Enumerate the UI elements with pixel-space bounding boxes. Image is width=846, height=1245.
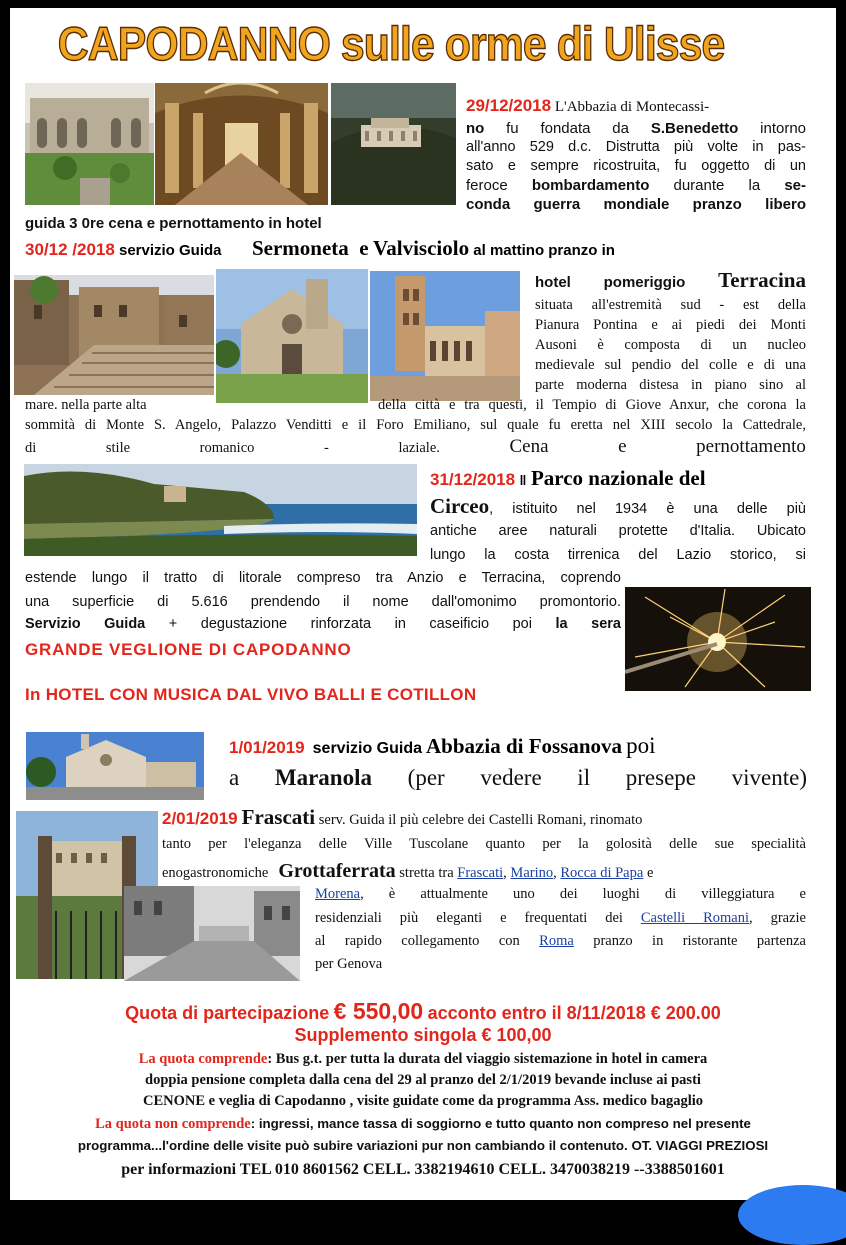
day5-line1 [162,804,806,833]
link-morena[interactable]: Morena [315,886,361,902]
day3-line3: antiche aree naturali protette d'Italia. Ubicato [430,523,806,539]
day2-line7: parte moderna distesa in piano sino al [535,377,806,393]
day5-text: , [503,865,511,881]
gala-subtitle: In HOTEL CON MUSICA DAL VIVO BALLI E COTILLON [25,685,477,704]
link-frascati[interactable]: Frascati [457,865,504,881]
excludes-text: : ingressi, mance tassa di soggiorno e tutto quanto non compreso nel presente [250,1116,751,1131]
day3-text: la sera [555,616,621,632]
day2-line10 [25,436,806,462]
day3-line6: una superficie di 5.616 prendendo il nome dall'omonimo promontorio. [25,594,621,610]
day2-word: Cena [509,436,549,457]
day4-text: servizio Guida [312,740,423,757]
day4-text: poi [626,733,656,758]
montecassino-aerial-photo [331,83,456,205]
day1-line5 [466,176,806,196]
day3-header [430,466,806,493]
includes-text: : Bus g.t. per tutta la durata del viaggio sistemazione in hotel in camera [267,1051,708,1067]
day1-line1 [466,96,806,118]
day5-text: pranzo in ristorante partenza [573,933,806,949]
day2-word: di [25,440,37,456]
day3-line4: lungo la costa tirrenica del Lazio storico, si [430,547,806,563]
day2-line8-b: della città e tra questi, il Tempio di Giove Anxur, che corona la [378,397,806,413]
day4-date: 1/01/2019 [229,738,305,757]
single-supplement: Supplemento singola € 100,00 [294,1025,552,1045]
day5-text: al rapido collegamento con [315,933,540,949]
day1-text: se- [784,177,807,194]
link-castelli-romani[interactable]: Castelli Romani [640,910,750,926]
day2-line2 [535,265,806,298]
day3-line2 [430,494,806,521]
day5-text: stretta tra [395,865,458,881]
day1-line4: sato e sempre ricostruita, fu oggetto di un [466,158,806,174]
day2-date: 30/12 /2018 [25,240,115,259]
day2-word: - [324,440,329,456]
day2-text: hotel pomeriggio [535,274,686,291]
day2-guide: servizio Guida [114,242,222,259]
price-label: Quota di partecipazione [125,1003,330,1023]
abbey-cloister-photo [25,83,154,205]
day3-text: Servizio Guida [25,616,146,632]
deposit-text: acconto entro il 8/11/2018 € 200.00 [427,1003,721,1023]
day5-line3 [162,858,806,886]
day4-text: (per vedere il presepe vivente) [407,765,808,790]
day4-place: Abbazia di Fossanova [426,734,623,758]
day2-text: e [359,236,369,260]
link-marino[interactable]: Marino [510,865,554,881]
flyer-page [10,8,836,1200]
day5-text: , è attualmente uno dei luoghi di villeggiatura e [360,886,806,902]
frascati-street-bw-photo [124,886,300,981]
day2-line6: medievale sul pendio del colle e di una [535,357,806,373]
link-rocca-di-papa[interactable]: Rocca di Papa [560,865,644,881]
day1-line7: guida 3 0re cena e pernottamento in hotel [25,215,322,232]
day2-line3: situata all'estremità sud - est della [535,297,806,313]
day5-text: , [553,865,561,881]
day3-date: 31/12/2018 [430,470,516,489]
day5-line7: per Genova [315,956,383,972]
day2-word: stile [105,440,131,456]
terracina-cathedral-photo [370,271,520,401]
valvisciolo-abbey-photo [216,269,368,403]
day5-place-grottaferrata: Grottaferrata [278,860,396,882]
day1-line3: all'anno 529 d.c. Distrutta più volte in pas- [466,139,806,155]
day1-text: fu fondata da [506,120,629,137]
day5-date: 2/01/2019 [162,809,238,828]
day1-text: intorno [760,120,807,137]
day2-line5: Ausoni è composta di un nucleo [535,337,806,353]
day1-line6 [466,195,806,215]
sermoneta-street-photo [14,275,214,395]
sparkler-fireworks-photo [625,587,811,691]
day4-line1 [229,731,809,764]
day3-place-circeo: Circeo [430,494,490,518]
contacts-line: per informazioni TEL 010 8601562 CELL. 3382194610 CELL. 3470038219 --3388501601 [121,1161,725,1178]
day5-text: residenziali più eleganti e frequentati dei [315,910,641,926]
includes-line3: CENONE e veglia di Capodanno , visite guidate come da programma Ass. medico bagaglio [142,1093,703,1109]
day3-text: + degustazione rinforzata in caseificio poi [145,616,556,632]
day3-line5: estende lungo il tratto di litorale compreso tra Anzio e Terracina, coprendo [25,570,621,586]
page-title: CAPODANNO sulle orme di Ulisse [57,17,725,70]
day5-text: serv. Guida il più celebre dei Castelli Romani, rinomato [315,812,643,828]
day1-line2 [466,119,806,139]
day4-line2 [229,763,807,793]
day2-place-sermoneta: Sermoneta [251,236,349,260]
excludes-line1 [10,1116,836,1133]
day5-line2: tanto per l'eleganza delle Ville Tuscolane quanto per la golosità delle sue specialità [162,836,806,852]
day2-word: pernottamento [696,436,806,457]
circeo-coast-photo [24,464,417,556]
day2-word: romanico [199,440,255,456]
day1-text: feroce [466,177,508,194]
price-value: € 550,00 [333,998,424,1024]
day2-line9: sommità di Monte S. Angelo, Palazzo Venditti e il Foro Emiliano, sul quale fu eretta nel XIII secolo la Cattedrale, [25,417,806,433]
day1-text: bombardamento [531,177,650,194]
excludes-line2: programma...l'ordine delle visite può subire variazioni pur non cambiando il contenuto. OT. VIAGGI PREZIOSI [77,1138,769,1153]
link-roma[interactable]: Roma [539,933,574,949]
day2-text: al mattino pranzo in [469,242,615,259]
day5-text: , grazie [749,910,806,926]
day5-line6 [315,932,806,952]
corner-button[interactable] [738,1185,846,1245]
includes-line2: doppia pensione completa dalla cena del 29 al pranzo del 2/1/2019 bevande incluse ai pasti [145,1072,701,1088]
day1-text: L'Abbazia di Montecassi- [551,99,710,115]
day2-place-terracina: Terracina [718,268,806,292]
day3-text: , istituito nel 1934 è una delle più [489,501,806,517]
day2-line4: Pianura Pontina e ai piedi dei Monti [535,317,806,333]
day3-separator: ‖ [519,472,527,488]
day5-line5 [315,909,806,929]
includes-line1 [10,1051,836,1068]
day3-place: Parco nazionale del [530,466,706,490]
day1-text: durante la [673,177,761,194]
day5-place-frascati: Frascati [241,805,316,829]
day4-place-maranola: Maranola [274,765,372,790]
day5-text: e [643,865,654,881]
gala-title: GRANDE VEGLIONE DI CAPODANNO [25,640,352,659]
day5-text: enogastronomiche [162,865,269,881]
day1-date: 29/12/2018 [466,96,552,115]
day2-word: laziale. [398,440,440,456]
day1-text: pranzo libero [692,196,806,213]
abbey-nave-photo [155,83,328,205]
day1-text: conda guerra mondiale [466,196,670,213]
includes-label: La quota comprende [138,1051,268,1067]
day1-text: no [466,120,485,137]
day2-place-valvisciolo: Valvisciolo [373,236,470,260]
day5-line4 [315,885,806,905]
excludes-label: La quota non comprende [95,1116,251,1132]
day2-line8-a: mare. nella parte alta [25,397,147,413]
day2-header [25,234,809,265]
fossanova-abbey-photo [26,732,204,800]
day4-text: a [229,765,240,790]
day2-word: e [618,436,627,457]
day1-founder: S.Benedetto [650,120,739,137]
day3-line7 [25,615,621,635]
